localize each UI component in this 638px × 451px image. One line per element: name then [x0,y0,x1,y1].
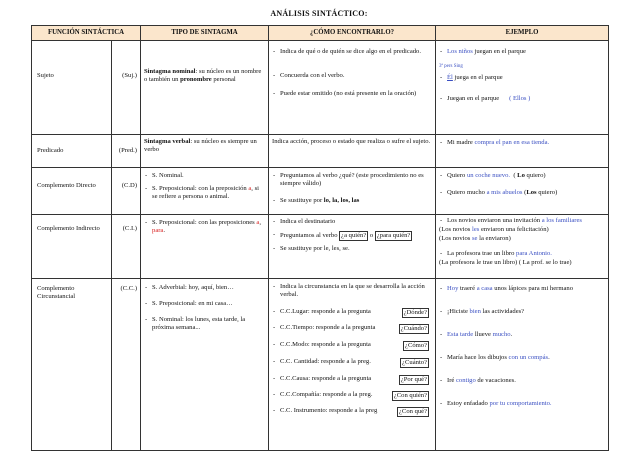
ejemplo-line: - Él juega en el parque [439,74,605,82]
como-item: - C.C.Modo: responde a la pregunta ¿Cómo? [272,341,432,349]
funcion-name: Complemento Indirecto [37,225,100,232]
ejemplo-line: - Los niños juegan en el parque [439,48,605,56]
como-item: - Se sustituye por lo, la, los, las [272,197,432,205]
header-ejemplo: EJEMPLO [436,26,609,41]
como-item: - C.C.Lugar: responde a la pregunta ¿Dónde? [272,308,432,316]
ejemplo-note: 3ª pers Sing [439,64,463,69]
como-item: - Se sustituye por le, les, se. [272,245,432,253]
tipo-item: - S. Preposicional: con la preposición a, si se refiere a persona o animal. [144,185,265,201]
funcion-abbr: (Pred.) [118,147,138,154]
tipo-cell [141,41,269,135]
ejemplo-line: - María hace los dibujos con un compás. [439,354,605,362]
ejemplo-line: - Iré contigo de vacaciones. [439,377,605,385]
como-item: - Puede estar omitido (no está presente en la oración) [272,90,432,98]
tipo-item: - S. Nominal. [144,172,265,180]
funcion-name: Complemento Directo [37,182,96,189]
abbr-cell [112,41,141,135]
como-item: - C.C. Cantidad: responde a la preg. ¿Cuánto? [272,358,432,366]
table-row [32,135,609,168]
ejemplo-line: - Hoy traeré a casa unos lápices para mi hermano [439,285,605,293]
como-item: - Indica de qué o de quién se dice algo en el predicado. [272,48,432,56]
como-cell [269,41,436,135]
funcion-name: Complemento Circunstancial [37,285,76,301]
header-tipo: TIPO DE SINTAGMA [141,26,269,41]
ejemplo-line: - Esta tarde llueve mucho. [439,331,605,339]
page-title: ANÁLISIS SINTÁCTICO: [270,9,368,18]
table-row [32,215,609,279]
funcion-abbr: (Suj.) [122,72,138,79]
como-item: - C.C. Instrumento: responde a la preg ¿Con qué? [272,407,432,415]
ejemplo-line: - ¡Hiciste bien las actividades? [439,308,605,316]
como-item: - Indica el destinatario [272,218,432,226]
syntax-table [31,25,609,451]
ejemplo-line: - Los novios enviaron una invitación a los familiares [439,217,605,225]
funcion-name: Predicado [37,147,64,154]
como-item: - Concuerda con el verbo. [272,72,432,80]
tipo-text: Sintagma verbal: su núcleo es siempre un verbo [144,138,257,154]
ejemplo-line: - Quiero un coche nuevo. ( Lo quiero) [439,172,605,180]
ejemplo-line: - Quiero mucho a mis abuelos (Los quiero) [439,189,605,197]
tipo-text: Sintagma nominal: su núcleo es un nombre o también un pronombre personal [144,68,262,84]
ejemplo-line: - La profesora trae un libro para Antonio. [439,250,605,258]
como-item: - Indica la circunstancia en la que se desarrolla la acción verbal. [272,283,432,299]
tipo-item: - S. Preposicional: con las preposiciones a, para. [144,219,265,235]
header-como: ¿CÓMO ENCONTRARLO? [269,26,436,41]
ejemplo-line: - Juegan en el parque ( Ellos ) [439,95,605,103]
funcion-abbr: (C.C.) [120,285,138,292]
como-item: - C.C.Compañía: responde a la preg. ¿Con quién? [272,391,432,399]
tipo-item: - S. Nominal: los lunes, esta tarde, la próxima semana... [144,316,265,332]
funcion-name: Sujeto [37,72,54,79]
ejemplo-line: (La profesora le trae un libro) ( La prof. se lo trae) [439,259,572,266]
ejemplo-cell [436,41,609,135]
funcion-abbr: (C.D) [121,182,138,189]
como-item: - Preguntamos al verbo ¿a quién? o ¿para quién? [272,231,432,241]
como-item: - C.C.Tiempo: responde a la pregunta ¿Cuándo? [272,324,432,332]
table-row [32,41,609,135]
ejemplo-line: (Los novios se la enviaron) [439,235,511,242]
tipo-item: - S. Preposicional: en mi casa… [144,300,265,308]
header-funcion: FUNCIÓN SINTÁCTICA [32,26,141,41]
funcion-cell [32,41,112,135]
funcion-abbr: (C.I.) [122,225,138,232]
como-item: Indica acción, proceso o estado que realiza o sufre el sujeto. [272,138,431,145]
como-item: - Preguntamos al verbo ¿qué? (este procedimiento no es siempre válido) [272,172,432,188]
cc-como-cell [269,279,436,451]
header-row [32,26,609,41]
ejemplo-line: - Estoy enfadado por tu comportamiento. [439,400,605,408]
ejemplo-line: (Los novios les enviaron una felicitación) [439,226,549,233]
ejemplo-line: - Mi madre compra el pan en esa tienda. [439,139,605,147]
tipo-item: - S. Adverbial: hoy, aquí, bien… [144,284,265,292]
table-row [32,168,609,215]
como-item: - C.C.Causa: responde a la pregunta ¿Por qué? [272,375,432,383]
table-row [32,279,609,451]
